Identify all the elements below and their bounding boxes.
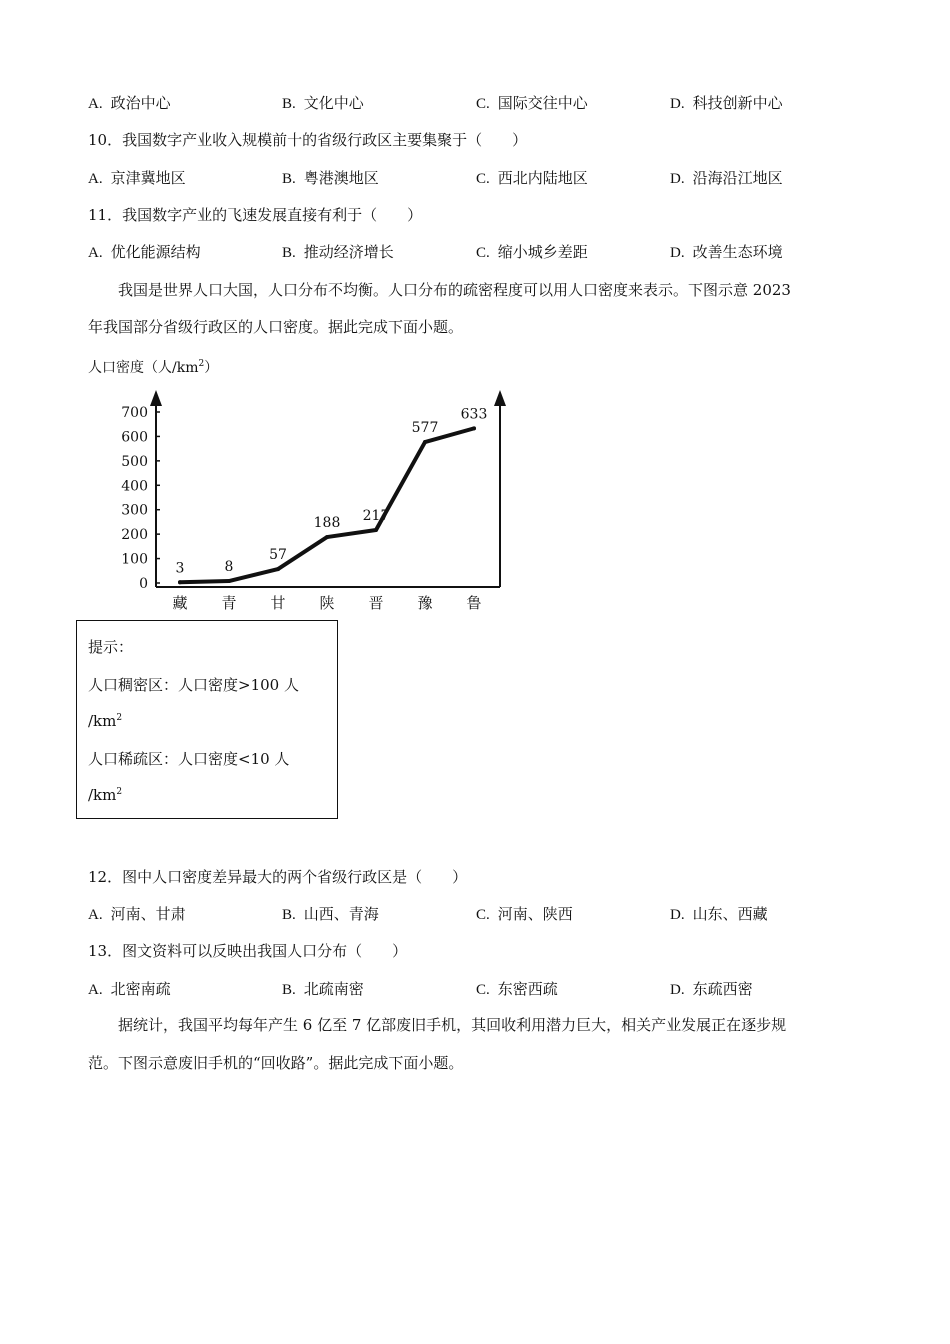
x-category-label: 青 — [221, 594, 237, 612]
option-letter: B. — [282, 982, 296, 998]
q10-stem-row — [0, 128, 950, 152]
option-text: 政治中心 — [110, 94, 171, 112]
chart-data-labels — [176, 406, 488, 576]
hint-dense-unit-sup: 2 — [116, 713, 123, 723]
q9-option-b[interactable] — [282, 91, 364, 116]
chart-series — [175, 426, 476, 584]
q10-options-row — [0, 166, 950, 190]
data-point — [423, 440, 427, 444]
chart-y-axis-label: 人口密度（人$/km^2$） — [88, 359, 219, 376]
data-label: 188 — [313, 515, 341, 532]
y-tick-label: 500 — [121, 453, 148, 470]
y-tick-label: 400 — [121, 478, 148, 495]
q12-option-d[interactable] — [670, 902, 768, 927]
option-letter: B. — [282, 171, 296, 187]
q12-stem-row — [0, 865, 950, 889]
q9-option-c[interactable] — [476, 91, 588, 116]
q10-option-d[interactable] — [670, 166, 783, 191]
data-point — [472, 426, 476, 430]
population-intro-text2: 年我国部分省级行政区的人口密度。据此完成下面小题。 — [88, 318, 464, 336]
q10-stem: 10．我国数字产业收入规模前十的省级行政区主要集聚于（ ） — [88, 131, 528, 149]
option-text: 河南、甘肃 — [110, 905, 186, 923]
option-letter: D. — [670, 96, 685, 112]
q12-options-row — [0, 902, 950, 926]
right-axis-arrow — [494, 390, 506, 406]
data-point — [374, 528, 378, 532]
option-letter: B. — [282, 907, 296, 923]
option-text: 北疏南密 — [303, 980, 364, 998]
option-text: 山东、西藏 — [692, 905, 768, 923]
y-tick-label: 100 — [121, 551, 148, 568]
y-axis-arrow — [150, 390, 162, 406]
option-text: 国际交往中心 — [497, 94, 588, 112]
q12-option-a[interactable] — [88, 902, 186, 927]
data-label: 3 — [175, 560, 185, 577]
phones-intro-line2 — [88, 1052, 868, 1073]
option-text: 改善生态环境 — [692, 243, 783, 261]
option-letter: C. — [476, 96, 490, 112]
option-text: 优化能源结构 — [110, 243, 201, 261]
data-point — [325, 535, 329, 539]
data-label: 633 — [460, 406, 488, 423]
hint-dense-line: 人口稠密区：人口密度>100 人 — [88, 676, 299, 694]
q9-option-d[interactable] — [670, 91, 783, 116]
option-letter: A. — [88, 982, 103, 998]
x-category-label: 陕 — [319, 594, 335, 612]
data-point — [276, 567, 280, 571]
q13-stem: 13．图文资料可以反映出我国人口分布（ ） — [88, 942, 408, 960]
chart-x-labels — [172, 594, 481, 612]
x-category-label: 豫 — [417, 594, 433, 612]
option-letter: A. — [88, 245, 103, 261]
y-tick-label: 600 — [121, 429, 148, 446]
q11-option-d[interactable] — [670, 240, 783, 265]
phones-intro-text2: 范。下图示意废旧手机的“回收路”。据此完成下面小题。 — [88, 1054, 464, 1072]
phones-intro-line1 — [88, 1014, 868, 1035]
chart-y-ticks — [121, 405, 160, 592]
option-text: 粤港澳地区 — [303, 169, 379, 187]
population-intro-text1: 我国是世界人口大国，人口分布不均衡。人口分布的疏密程度可以用人口密度来表示。下图示意 2023 — [118, 281, 791, 299]
q13-option-c[interactable] — [476, 977, 558, 1002]
q11-stem-row — [0, 203, 950, 227]
hint-title: 提示： — [88, 638, 134, 656]
data-point — [227, 579, 231, 583]
option-text: 推动经济增长 — [303, 243, 394, 261]
q10-option-c[interactable] — [476, 166, 588, 191]
option-text: 山西、青海 — [303, 905, 379, 923]
y-tick-label: 200 — [121, 527, 148, 544]
hint-sparse-unit-text: /km — [88, 786, 117, 804]
option-letter: C. — [476, 907, 490, 923]
q11-option-c[interactable] — [476, 240, 588, 265]
option-letter: C. — [476, 245, 490, 261]
q11-options-row — [0, 240, 950, 264]
option-letter: C. — [476, 171, 490, 187]
hint-sparse-unit — [88, 785, 122, 805]
y-tick-label: 700 — [121, 405, 148, 421]
data-label: 57 — [269, 547, 287, 564]
q13-options-row — [0, 977, 950, 1001]
option-text: 西北内陆地区 — [497, 169, 588, 187]
hint-dense-unit — [88, 711, 122, 731]
q10-option-a[interactable] — [88, 166, 186, 191]
option-text: 河南、陕西 — [497, 905, 573, 923]
q13-option-a[interactable] — [88, 977, 171, 1002]
option-letter: B. — [282, 245, 296, 261]
population-density-chart — [82, 352, 522, 620]
q11-option-a[interactable] — [88, 240, 201, 265]
option-letter: D. — [670, 982, 685, 998]
q9-options-row — [0, 91, 950, 115]
y-tick-label: 0 — [139, 576, 148, 592]
option-text: 北密南疏 — [110, 980, 171, 998]
q13-option-d[interactable] — [670, 977, 753, 1002]
q13-option-b[interactable] — [282, 977, 364, 1002]
y-tick-label: 300 — [121, 502, 148, 519]
q11-stem: 11．我国数字产业的飞速发展直接有利于（ ） — [88, 206, 423, 224]
q11-option-b[interactable] — [282, 240, 394, 265]
chart-axes — [150, 390, 506, 587]
option-text: 缩小城乡差距 — [497, 243, 588, 261]
x-category-label: 藏 — [172, 594, 188, 612]
option-text: 科技创新中心 — [692, 94, 783, 112]
q12-stem: 12．图中人口密度差异最大的两个省级行政区是（ ） — [88, 868, 468, 886]
option-text: 文化中心 — [303, 94, 364, 112]
q9-option-a[interactable] — [88, 91, 171, 116]
option-text: 沿海沿江地区 — [692, 169, 783, 187]
option-letter: A. — [88, 907, 103, 923]
option-text: 京津冀地区 — [110, 169, 186, 187]
option-letter: A. — [88, 171, 103, 187]
option-letter: D. — [670, 245, 685, 261]
hint-box — [76, 620, 338, 819]
data-label: 577 — [411, 420, 439, 437]
q12-option-b[interactable] — [282, 902, 379, 927]
data-label: 217 — [362, 507, 390, 524]
x-category-label: 甘 — [270, 594, 286, 612]
x-category-label: 晋 — [368, 594, 384, 612]
option-letter: B. — [282, 96, 296, 112]
option-text: 东密西疏 — [497, 980, 558, 998]
phones-intro-text1: 据统计，我国平均每年产生 6 亿至 7 亿部废旧手机，其回收利用潜力巨大，相关产业发展正在逐步规 — [118, 1016, 787, 1034]
option-letter: C. — [476, 982, 490, 998]
hint-sparse-line: 人口稀疏区：人口密度<10 人 — [88, 750, 290, 768]
q10-option-b[interactable] — [282, 166, 379, 191]
population-intro-line2 — [88, 316, 868, 337]
hint-sparse-unit-sup: 2 — [116, 787, 123, 797]
option-letter: D. — [670, 171, 685, 187]
data-label: 8 — [224, 559, 234, 576]
q12-option-c[interactable] — [476, 902, 573, 927]
option-letter: A. — [88, 96, 103, 112]
x-category-label: 鲁 — [466, 594, 482, 612]
population-intro-line1 — [88, 279, 868, 300]
hint-dense-unit-text: /km — [88, 712, 117, 730]
option-text: 东疏西密 — [692, 980, 753, 998]
option-letter: D. — [670, 907, 685, 923]
data-point — [178, 580, 182, 584]
q13-stem-row — [0, 939, 950, 963]
